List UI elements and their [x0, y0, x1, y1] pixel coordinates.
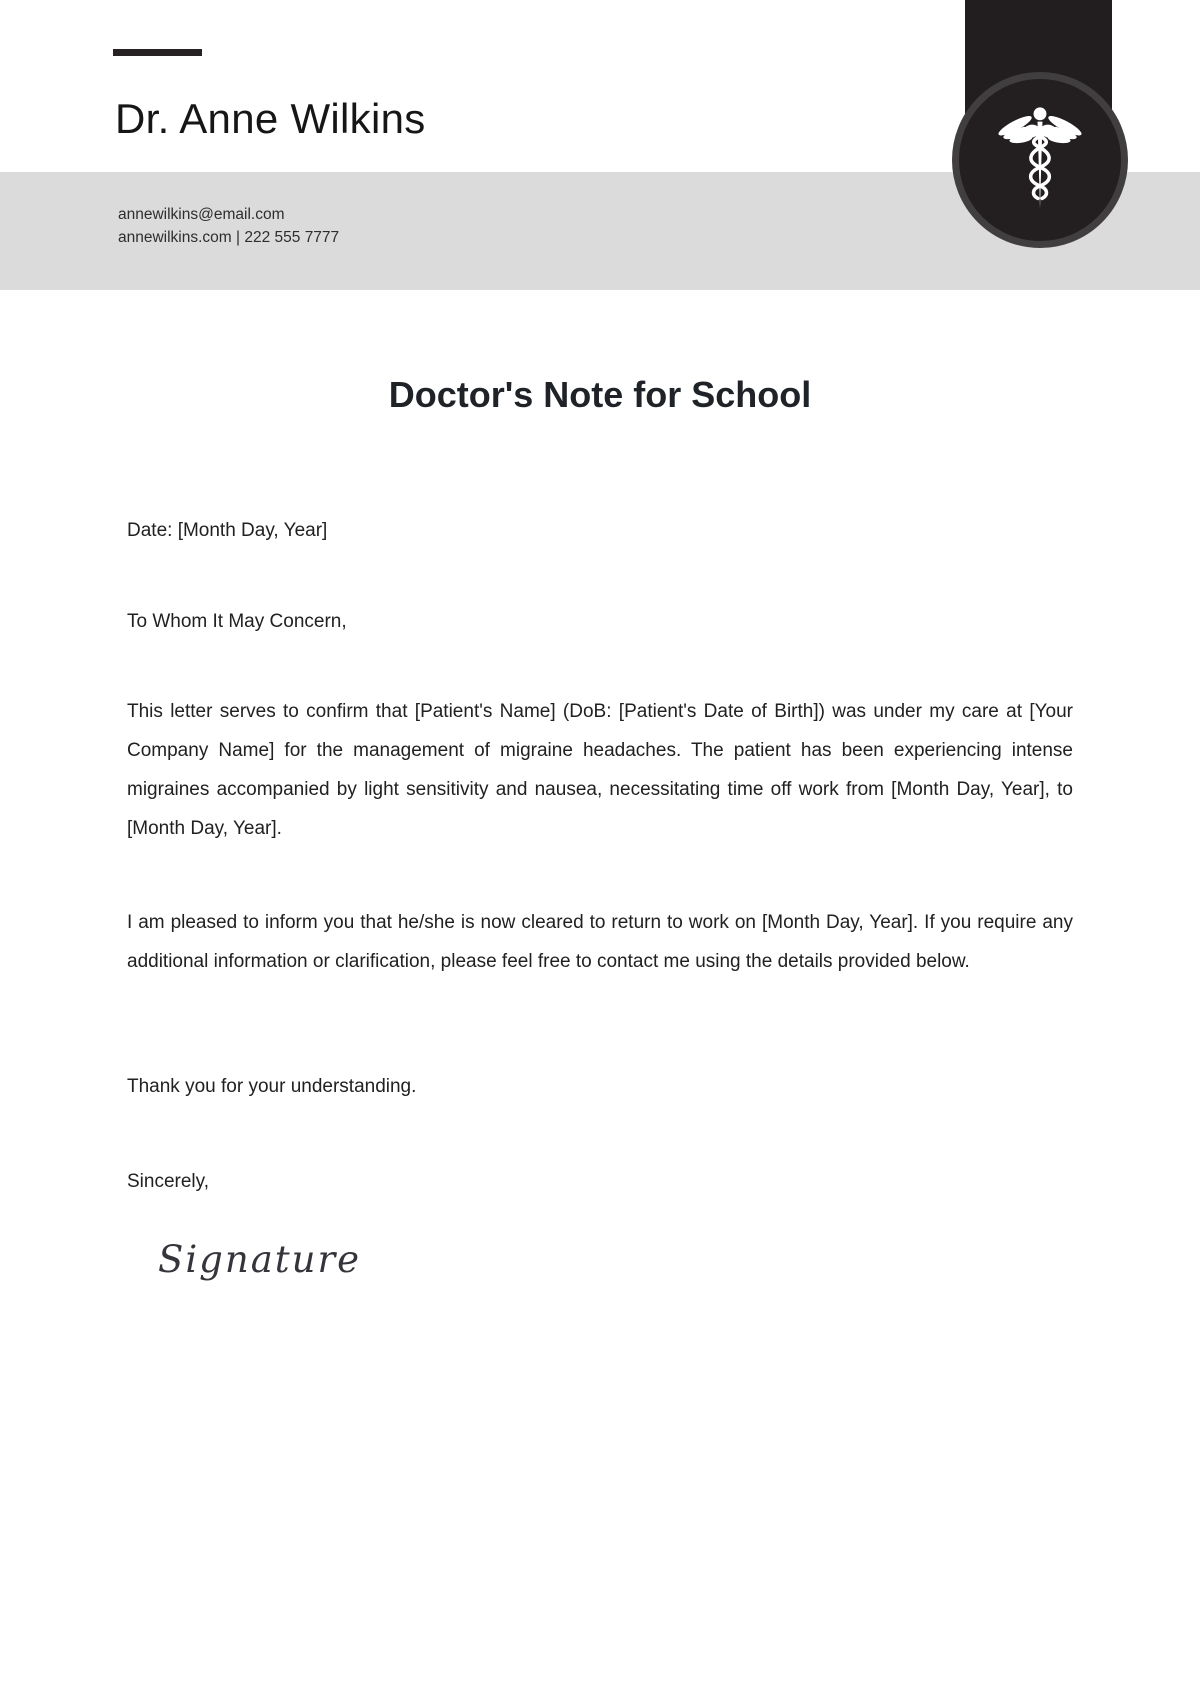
date-line: Date: [Month Day, Year] [127, 520, 328, 541]
page-title: Doctor's Note for School [388, 374, 812, 415]
contact-lines [118, 203, 339, 249]
medal-badge [952, 72, 1128, 248]
paragraph-care-confirmation: This letter serves to confirm that [Patient's Name] (DoB: [Patient's Date of Birth]) was under my care at [Your Company Name] for the management of migraine headaches. The patient has been experiencing intense migraines accompanied by light sensitivity and nausea, necessitating time off work from [Month Day, Year], to [Month Day, Year]. [127, 701, 1073, 839]
signature-script: Signature [158, 1238, 362, 1281]
brand-dash [113, 49, 202, 56]
contact-email: annewilkins@email.com [118, 206, 285, 223]
doctor-name: Dr. Anne Wilkins [115, 95, 426, 142]
closing: Sincerely, [127, 1171, 210, 1192]
caduceus-icon [988, 105, 1092, 215]
paragraph-return-to-work: I am pleased to inform you that he/she is now cleared to return to work on [Month Day, Year]. If you require any additional information or clarification, please feel free to contact me using the details provided below. [127, 912, 1073, 972]
salutation: To Whom It May Concern, [127, 611, 347, 632]
paragraph-thanks: Thank you for your understanding. [127, 1076, 417, 1097]
contact-website-phone: annewilkins.com | 222 555 7777 [118, 229, 340, 246]
